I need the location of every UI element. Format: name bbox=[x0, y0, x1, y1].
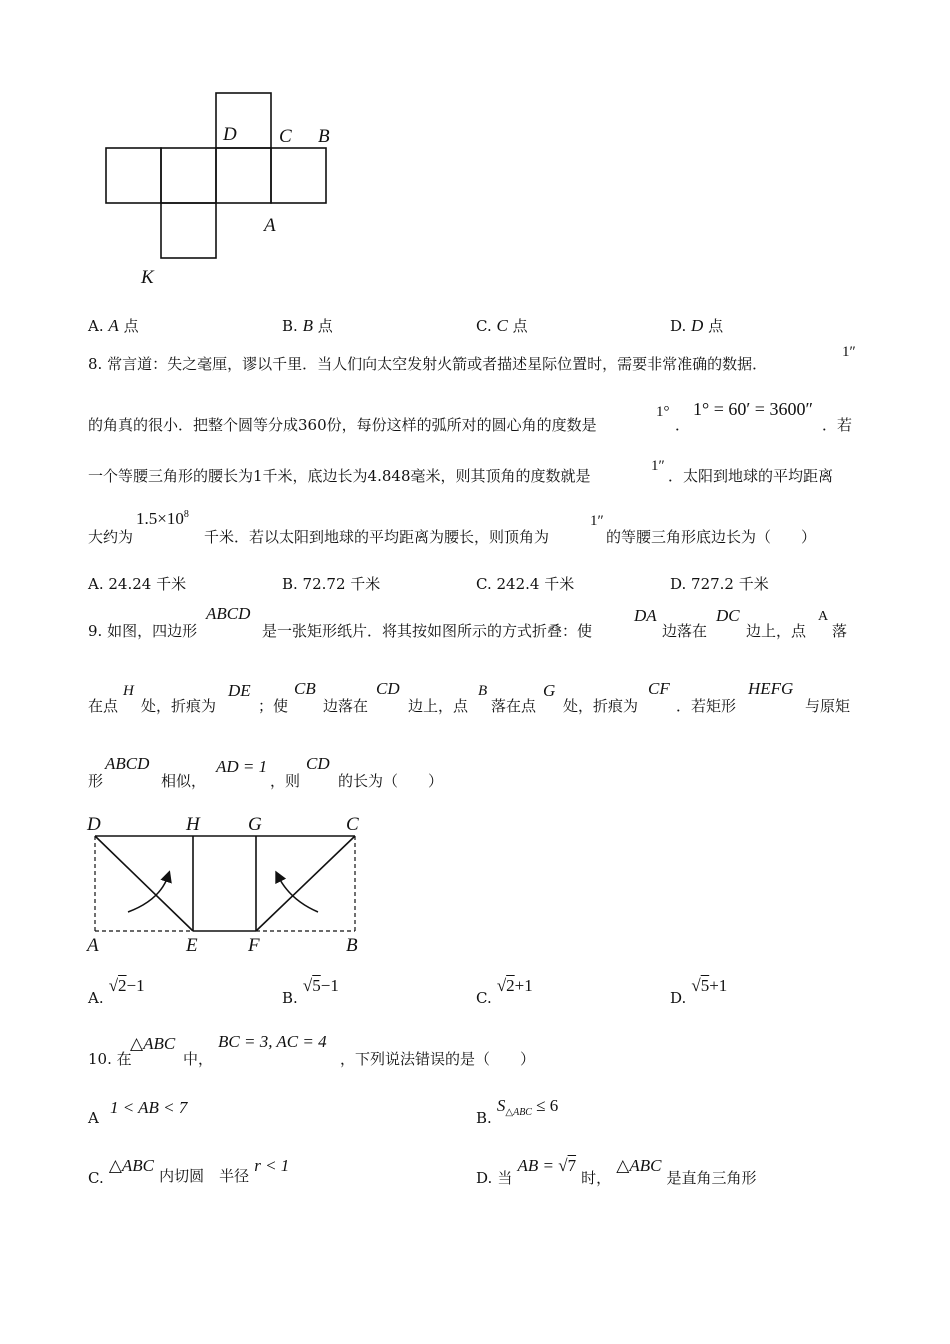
q9-abcd-1: ABCD bbox=[206, 604, 251, 623]
q9-option-c[interactable]: C. √2+1 bbox=[476, 976, 533, 1007]
net-label-d: D bbox=[223, 124, 237, 145]
q9-g: G bbox=[543, 681, 556, 700]
q8-sec-symbol-2: 1″ bbox=[651, 458, 665, 474]
q8-line4-end: 的等腰三角形底边长为（ ） bbox=[606, 528, 817, 546]
q8-deg-symbol: 1° bbox=[656, 404, 670, 420]
q10-option-a[interactable]: A 1 < AB < 7 bbox=[88, 1098, 188, 1127]
q9-option-b[interactable]: B. √5−1 bbox=[282, 976, 339, 1007]
q9-de: DE bbox=[228, 681, 251, 700]
q10-option-b[interactable]: B. $S_{\triangle ABC} \le 6$ bbox=[476, 1096, 559, 1127]
q9-line3-a: 形 bbox=[88, 772, 104, 790]
fold-arrow-right bbox=[278, 876, 318, 912]
q8-line3-end: ．太阳到地球的平均距离 bbox=[668, 467, 834, 485]
q9-line1-b: 是一张矩形纸片．将其按如图所示的方式折叠：使 bbox=[262, 622, 593, 640]
q9-hefg: HEFG bbox=[748, 679, 794, 698]
q8-line3: 一个等腰三角形的腰长为1千米，底边长为4.848毫米，则其顶角的度数就是 bbox=[88, 467, 591, 485]
q10-option-d[interactable]: D. 当 AB = √7 时， △ABC 是直角三角形 bbox=[476, 1156, 757, 1187]
q9-line2-d: 边落在 bbox=[323, 697, 369, 715]
q9-line2-a: 在点 bbox=[88, 697, 119, 715]
net-label-a: A bbox=[264, 215, 276, 236]
q9-line1-a: 9. 如图，四边形 bbox=[88, 622, 198, 640]
q8-line1: 8. 常言道：失之毫厘，谬以千里．当人们向太空发射火箭或者描述星际位置时，需要非常准确的数据． bbox=[88, 355, 768, 373]
q9-line2-g: 处，折痕为 bbox=[563, 697, 639, 715]
q9-ad-eq: AD = 1 bbox=[216, 757, 268, 776]
q9-line2-b: 处，折痕为 bbox=[141, 697, 217, 715]
net-label-k: K bbox=[141, 267, 154, 288]
fold-arrow-left bbox=[128, 876, 168, 912]
q8-line2-end: ．若 bbox=[822, 416, 853, 434]
q8-sec-symbol-3: 1″ bbox=[590, 513, 604, 529]
q9-line3-d: 的长为（ ） bbox=[338, 772, 444, 790]
q9-h: H bbox=[123, 683, 134, 699]
q10-line1-c: ，下列说法错误的是（ ） bbox=[340, 1050, 536, 1068]
q8-line2: 的角真的很小．把整个圆等分成360份，每份这样的弧所对的圆心角的度数是 bbox=[88, 416, 597, 434]
fig-label-b: B bbox=[346, 935, 358, 956]
q8-option-d[interactable]: D. 727.2 千米 bbox=[670, 575, 769, 593]
fig-label-d: D bbox=[87, 814, 101, 835]
q9-line1-e: 落 bbox=[832, 622, 848, 640]
fig-label-e: E bbox=[186, 935, 198, 956]
fig-label-a: A bbox=[87, 935, 99, 956]
q8-option-c[interactable]: C. 242.4 千米 bbox=[476, 575, 575, 593]
q9-abcd-2: ABCD bbox=[105, 754, 150, 773]
crease-cf bbox=[256, 836, 355, 931]
q8-distance: $1.5\times 10^8$ bbox=[136, 509, 189, 528]
sqrt-icon: √2 bbox=[496, 976, 515, 995]
q8-line4-start: 大约为 bbox=[88, 528, 134, 546]
q9-line2-c: ；使 bbox=[258, 697, 289, 715]
sqrt-icon: √5 bbox=[302, 976, 321, 995]
net-label-c: C bbox=[279, 126, 292, 147]
q8-option-b[interactable]: B. 72.72 千米 bbox=[282, 575, 381, 593]
fig-label-g: G bbox=[248, 814, 262, 835]
q8-equation: 1° = 60′ = 3600″ bbox=[693, 399, 813, 419]
q10-line1-a: 10. 在 bbox=[88, 1050, 132, 1068]
q9-line1-d: 边上，点 bbox=[746, 622, 807, 640]
q10-option-c[interactable]: C. △ABC 内切圆 半径 r < 1 bbox=[88, 1156, 290, 1187]
q9-option-d[interactable]: D. √5+1 bbox=[670, 976, 728, 1007]
q8-line4-mid: 千米．若以太阳到地球的平均距离为腰长，则顶角为 bbox=[204, 528, 550, 546]
q9-line2-e: 边上，点 bbox=[408, 697, 469, 715]
fig-label-c: C bbox=[346, 814, 359, 835]
q9-a-point: A bbox=[818, 609, 829, 624]
fig-label-f: F bbox=[248, 935, 260, 956]
q10-line1-b: 中， bbox=[183, 1050, 214, 1068]
net-label-b: B bbox=[318, 126, 330, 147]
q9-cf: CF bbox=[648, 679, 670, 698]
q7-option-b[interactable]: B. B 点 bbox=[282, 316, 333, 335]
q9-line2-h: ．若矩形 bbox=[676, 697, 737, 715]
crease-de bbox=[95, 836, 193, 931]
q9-cb: CB bbox=[294, 679, 316, 698]
q9-dc: DC bbox=[716, 606, 740, 625]
q9-line2-f: 落在点 bbox=[491, 697, 537, 715]
sqrt-icon: √5 bbox=[691, 976, 710, 995]
q9-line2-i: 与原矩 bbox=[805, 697, 851, 715]
q10-tri: △ABC bbox=[130, 1034, 176, 1053]
q9-line3-b: 相似， bbox=[161, 772, 207, 790]
q9-b: B bbox=[478, 683, 488, 699]
q8-dot-1: ． bbox=[675, 416, 691, 434]
q7-option-d[interactable]: D. D 点 bbox=[670, 316, 724, 335]
q9-line3-c: ，则 bbox=[270, 772, 301, 790]
q9-cd-1: CD bbox=[376, 679, 400, 698]
q7-option-a[interactable]: A. A 点 bbox=[88, 316, 139, 335]
sqrt-icon: √7 bbox=[558, 1156, 577, 1175]
q9-line1-c: 边落在 bbox=[662, 622, 708, 640]
q8-sec-symbol-1: 1″ bbox=[842, 344, 856, 360]
fig-label-h: H bbox=[186, 814, 200, 835]
q9-option-a[interactable]: A. √2−1 bbox=[88, 976, 145, 1007]
q7-option-c[interactable]: C. C 点 bbox=[476, 316, 528, 335]
q9-cd-2: CD bbox=[306, 754, 330, 773]
sqrt-icon: √2 bbox=[108, 976, 127, 995]
q9-da: DA bbox=[634, 606, 657, 625]
q8-option-a[interactable]: A. 24.24 千米 bbox=[88, 575, 187, 593]
q10-cond: BC = 3, AC = 4 bbox=[218, 1032, 327, 1051]
